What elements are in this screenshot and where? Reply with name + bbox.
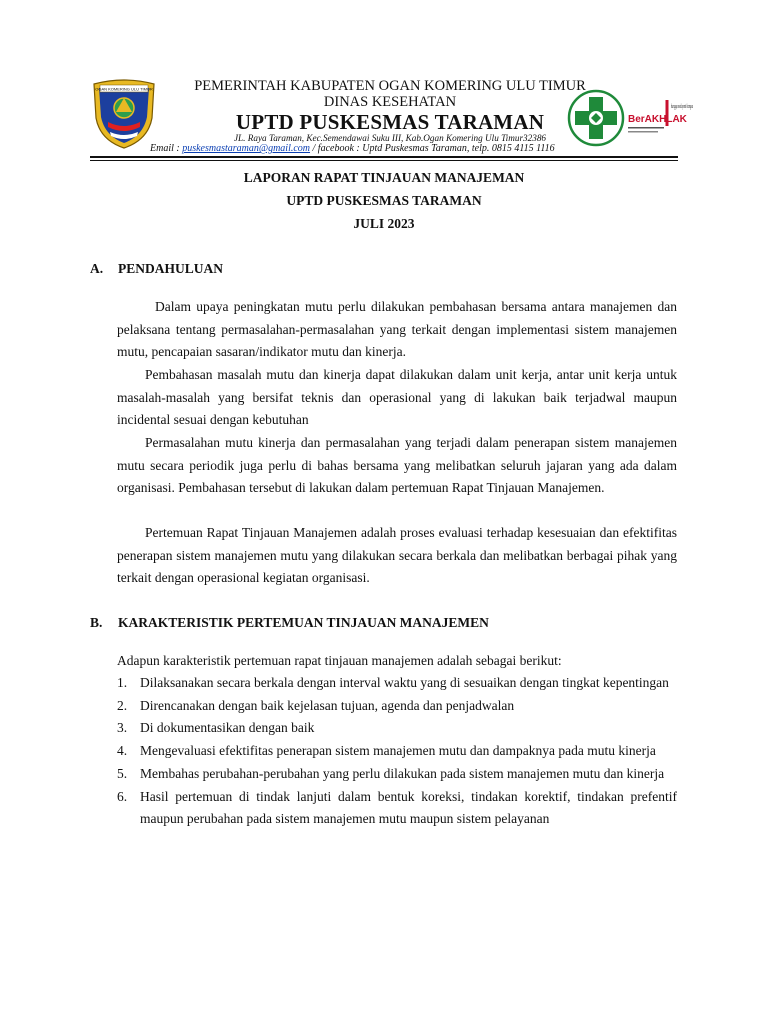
paragraph: Pembahasan masalah mutu dan kinerja dapat dilakukan dalam unit kerja, antar unit kerja untuk masalah-masalah yang bersifat teknis dan operasional yang di lakukan baik terjadwal maupun incidental sesuai dengan kebutuhan — [117, 367, 677, 428]
department-name: DINAS KESEHATAN — [323, 94, 457, 110]
paragraph: Pertemuan Rapat Tinjauan Manajemen adalah proses evaluasi terhadap kesesuaian dan efektifitas penerapan sistem manajemen mutu yang dilakukan secara berkala dan melibatkan berbagai pihak yang terkait dengan operasional kegiatan organisasi. — [117, 525, 677, 586]
letterhead-divider — [90, 156, 678, 158]
government-name: PEMERINTAH KABUPATEN OGAN KOMERING ULU TIMUR — [194, 78, 586, 94]
list-item-number: 3. — [117, 720, 128, 736]
list-item-text: Dilaksanakan secara berkala dengan interval waktu yang di sesuaikan dengan tingkat kepentingan — [140, 675, 669, 690]
report-subtitle: UPTD PUSKESMAS TARAMAN — [286, 193, 482, 208]
section-a-title: PENDAHULUAN — [118, 261, 224, 276]
list-item-text: Di dokumentasikan dengan baik — [140, 720, 315, 736]
section-b-intro: Adapun karakteristik pertemuan rapat tinjauan manajemen adalah sebagai berikut: — [117, 653, 562, 668]
institution-address: JL. Raya Taraman, Kec.Semendawai Suku III, Kab.Ogan Komering Ulu Timur32386 — [233, 133, 547, 143]
contact-suffix: / facebook : Uptd Puskesmas Taraman, telp. 0815 4115 1116 — [310, 143, 555, 154]
regency-coat-of-arms-logo — [90, 78, 158, 150]
paragraph: Permasalahan mutu kinerja dan permasalahan yang terjadi dalam penerapan sistem manajemen mutu secara periodik juga perlu di bahas bersama yang melibatkan seluruh jajaran yang ada dalam organisasi. Pembahasan tersebut di lakukan dalam pertemuan Rapat Tinjauan Manajemen. — [117, 435, 677, 496]
berakhlak-slogan: bangga melayani bangsa — [671, 103, 693, 110]
puskesmas-cross-logo — [567, 89, 625, 147]
characteristics-list — [117, 672, 677, 831]
letterhead-divider-thin — [90, 160, 678, 161]
email-link[interactable]: puskesmastaraman@gmail.com — [182, 143, 311, 154]
list-item — [117, 672, 677, 695]
report-period: JULI 2023 — [353, 216, 415, 231]
section-b-heading — [90, 615, 489, 631]
berakhlak-logo — [627, 96, 693, 142]
list-item-text: Direncanakan dengan baik kejelasan tujuan, agenda dan penjadwalan — [140, 697, 515, 713]
list-item-text: Mengevaluasi efektifitas penerapan sistem manajemen mutu dan dampaknya pada mutu kinerja — [140, 743, 656, 759]
list-item — [117, 717, 677, 740]
report-title: LAPORAN RAPAT TINJAUAN MANAJEMAN — [243, 170, 525, 185]
berakhlak-brand: BerAKHLAK — [628, 114, 687, 125]
list-item-number: 1. — [117, 675, 128, 690]
list-item-text: Membahas perubahan-perubahan yang perlu dilakukan pada sistem manajemen mutu dan kinerja — [140, 765, 665, 781]
section-a-heading — [90, 261, 223, 277]
list-item — [117, 695, 677, 718]
section-a-letter: A. — [90, 261, 104, 276]
list-item-number: 6. — [117, 788, 128, 804]
institution-name: UPTD PUSKESMAS TARAMAN — [235, 110, 545, 134]
left-logo-text: OGAN KOMERING ULU TIMUR — [95, 86, 153, 92]
section-b-title: KARAKTERISTIK PERTEMUAN TINJAUAN MANAJEMEN — [118, 615, 489, 630]
contact-prefix: Email : — [150, 143, 183, 154]
section-b-letter: B. — [90, 615, 103, 630]
contact-line — [150, 143, 555, 154]
list-item — [117, 740, 677, 763]
list-item-number: 4. — [117, 743, 128, 759]
list-item-text: Hasil pertemuan di tindak lanjuti dalam bentuk koreksi, tindakan korektif, tindakan prefentif maupun perubahan pada sistem manajemen mutu maupun sistem pelayanan — [140, 788, 677, 827]
list-item-number: 5. — [117, 765, 128, 781]
list-item — [117, 763, 677, 786]
list-item-number: 2. — [117, 697, 128, 713]
paragraph: Dalam upaya peningkatan mutu perlu dilakukan pembahasan bersama antara manajemen dan pelaksana tentang permasalahan-permasalahan yang terkait dengan implementasi sistem manajemen mutu, pencapaian sasaran/indikator mutu dan kinerja. — [117, 299, 677, 360]
list-item — [117, 786, 677, 831]
